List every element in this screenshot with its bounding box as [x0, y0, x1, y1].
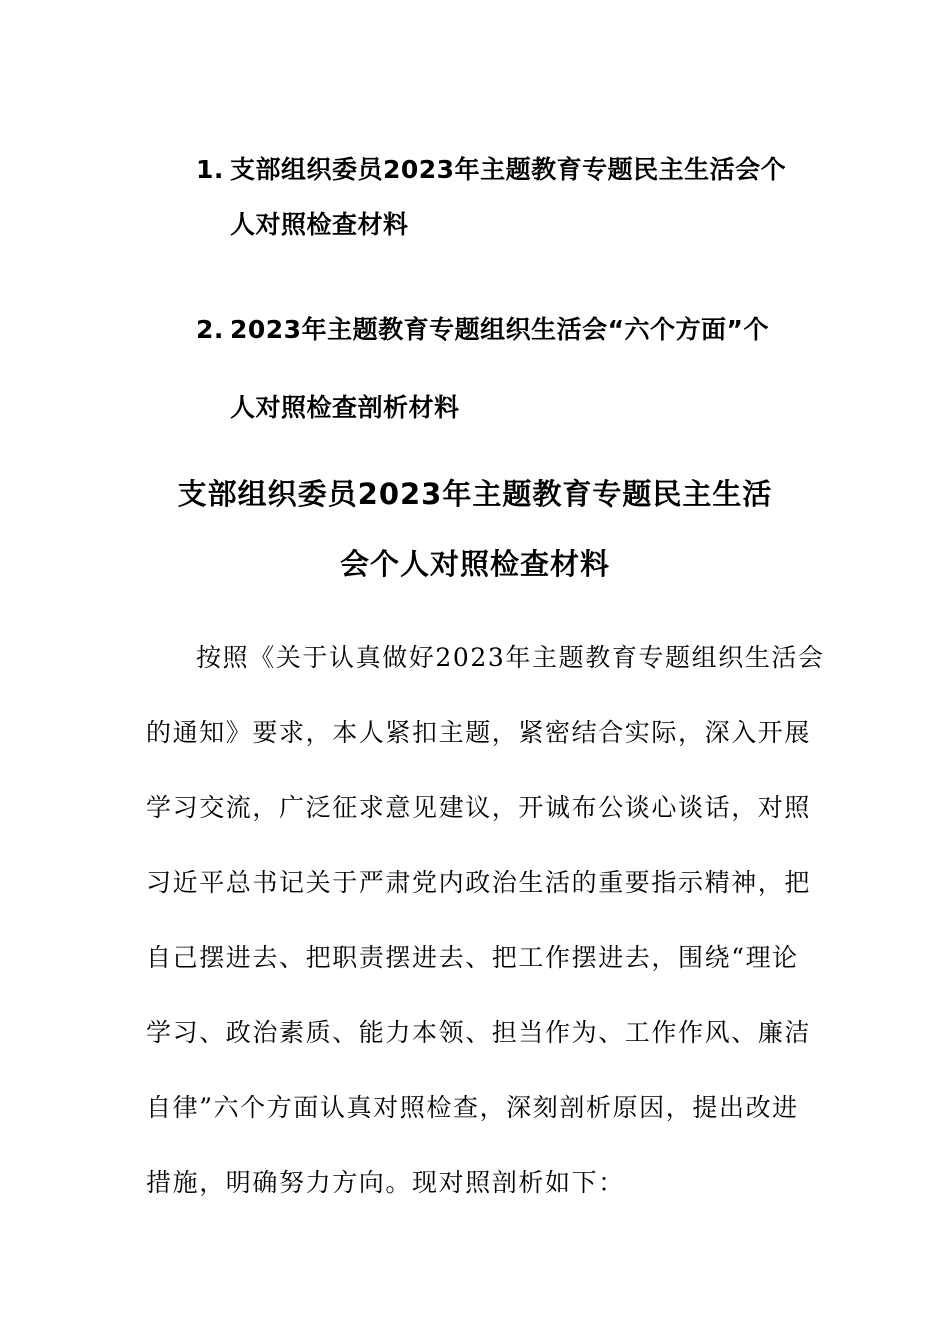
toc-item-1[interactable] — [196, 150, 816, 260]
toc-item-1-text: 支部组织委员2023年主题教育专题民主生活会个 — [230, 155, 787, 184]
toc-item-1-line-2: 人对照检查材料 — [230, 210, 409, 239]
body-line-2: 的通知》要求，本人紧扣主题，紧密结合实际，深入开展 — [146, 718, 812, 747]
body-line-7: 自律”六个方面认真对照检查，深刻剖析原因，提出改进 — [146, 1093, 799, 1122]
body-line-1: 按照《关于认真做好2023年主题教育专题组织生活会 — [196, 643, 825, 672]
toc-item-2-line-2: 人对照检查剖析材料 — [230, 393, 460, 422]
toc-item-1-number: 1. — [196, 155, 224, 184]
toc-item-2-number: 2. — [196, 315, 224, 344]
document-title-line-1: 支部组织委员2023年主题教育专题民主生活 — [177, 477, 773, 511]
body-line-4: 习近平总书记关于严肃党内政治生活的重要指示精神，把 — [146, 868, 812, 897]
document-title-line-2: 会个人对照检查材料 — [339, 547, 610, 581]
body-line-6: 学习、政治素质、能力本领、担当作为、工作作风、廉洁 — [146, 1018, 812, 1047]
toc-item-2-line-1 — [196, 310, 769, 346]
toc-item-2-text: 2023年主题教育专题组织生活会“六个方面”个 — [230, 315, 769, 344]
body-line-3: 学习交流，广泛征求意见建议，开诚布公谈心谈话，对照 — [146, 793, 812, 822]
body-line-8: 措施，明确努力方向。现对照剖析如下： — [146, 1168, 625, 1197]
body-line-5: 自己摆进去、把职责摆进去、把工作摆进去，围绕“理论 — [146, 943, 799, 972]
toc-item-2[interactable] — [196, 310, 816, 420]
toc-item-1-line-1 — [196, 150, 786, 186]
